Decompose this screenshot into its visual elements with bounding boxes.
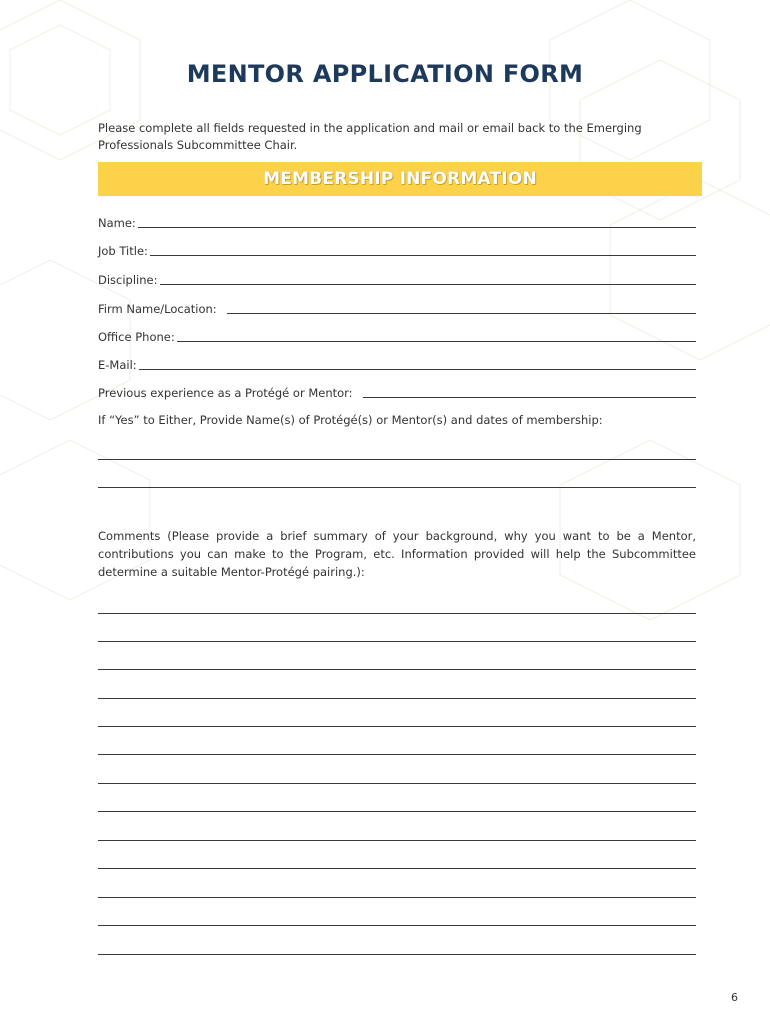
previous-experience-label: Previous experience as a Protégé or Mentor: (98, 386, 353, 400)
form-title: MENTOR APPLICATION FORM (186, 60, 584, 88)
name-input-line[interactable] (138, 227, 696, 228)
office-phone-input-line[interactable] (177, 341, 696, 342)
section-banner (98, 162, 702, 196)
firm-location-input-line[interactable] (227, 313, 696, 314)
comments-answer-line[interactable] (98, 897, 696, 898)
email-label: E-Mail: (98, 358, 137, 372)
comments-answer-line[interactable] (98, 840, 696, 841)
job-title-field (98, 240, 696, 258)
page-number: 6 (731, 991, 738, 1004)
comments-prompt: Comments (Please provide a brief summary of your background, why you want to be a Mentor, contributions you can make to the Program, etc. Information provided will help the Subcommittee determine a suitable Mentor-Protégé pairing.): (98, 529, 696, 579)
comments-answer-line[interactable] (98, 868, 696, 869)
job-title-label: Job Title: (98, 244, 148, 258)
comments-answer-line[interactable] (98, 811, 696, 812)
section-heading: MEMBERSHIP INFORMATION (263, 169, 537, 189)
discipline-label: Discipline: (98, 273, 158, 287)
comments-answer-line[interactable] (98, 669, 696, 670)
previous-experience-field (98, 382, 696, 400)
comments-answer-line[interactable] (98, 726, 696, 727)
office-phone-label: Office Phone: (98, 330, 175, 344)
office-phone-field (98, 326, 696, 344)
comments-answer-line[interactable] (98, 613, 696, 614)
comments-answer-line[interactable] (98, 925, 696, 926)
comments-answer-line[interactable] (98, 954, 696, 955)
discipline-field (98, 269, 696, 287)
firm-location-label: Firm Name/Location: (98, 302, 217, 316)
intro-text: Please complete all fields requested in the application and mail or email back to the Emerging Professionals Subcommittee Chair. (98, 121, 642, 152)
email-field (98, 354, 696, 372)
name-field (98, 212, 696, 230)
comments-answer-line[interactable] (98, 783, 696, 784)
comments-answer-line[interactable] (98, 641, 696, 642)
email-input-line[interactable] (139, 369, 696, 370)
if-yes-answer-line[interactable] (98, 487, 696, 488)
if-yes-answer-line[interactable] (98, 459, 696, 460)
comments-answer-line[interactable] (98, 754, 696, 755)
previous-experience-input-line[interactable] (363, 397, 696, 398)
if-yes-prompt: If “Yes” to Either, Provide Name(s) of Protégé(s) or Mentor(s) and dates of membership: (98, 413, 603, 427)
discipline-input-line[interactable] (160, 284, 697, 285)
name-label: Name: (98, 216, 136, 230)
firm-location-field (98, 298, 696, 316)
comments-answer-line[interactable] (98, 698, 696, 699)
job-title-input-line[interactable] (150, 255, 696, 256)
